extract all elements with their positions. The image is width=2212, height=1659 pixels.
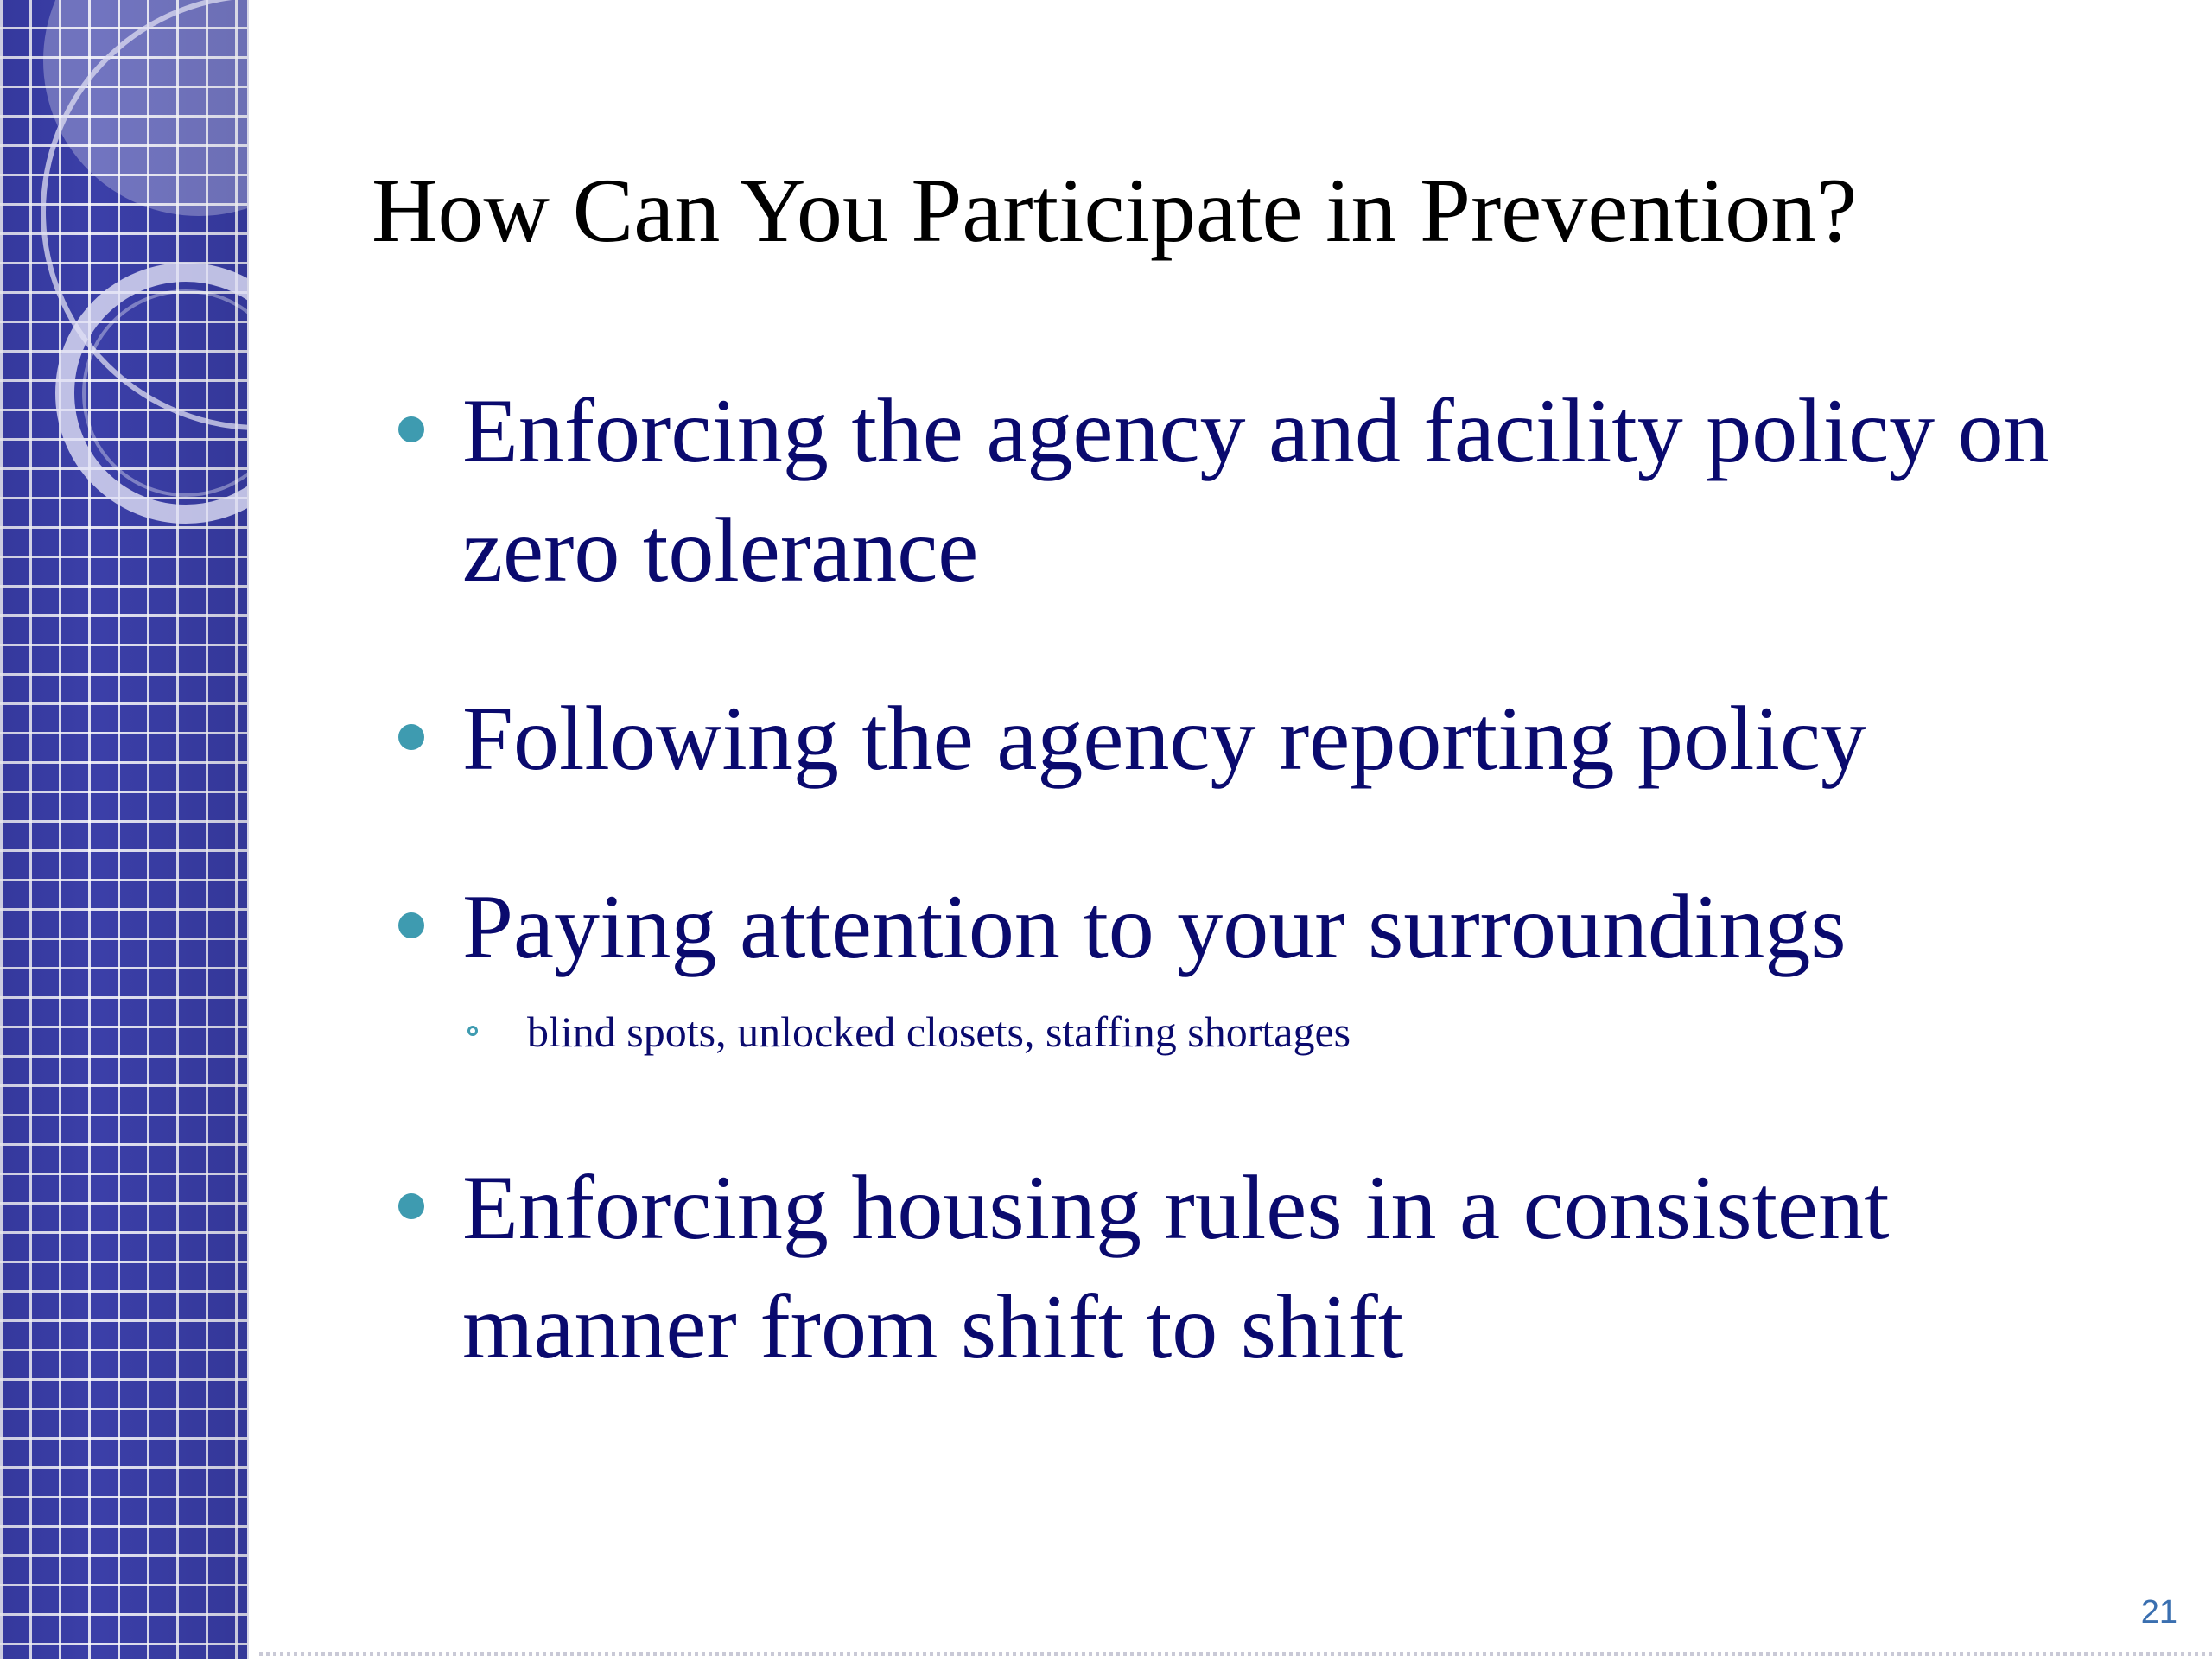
bullet-item-zero-tolerance [393,372,2130,610]
slide-number: 21 [2140,1594,2177,1630]
bullet-dot-icon [398,724,424,750]
bullet-item-housing-rules [393,1148,2130,1387]
sub-bullet-ring-icon [467,1026,478,1036]
footer-divider [259,1652,2212,1656]
bullet-text: Paying attention to your surroundings [462,876,1847,977]
bullet-dot-icon [398,912,424,938]
bullet-dot-icon [398,1193,424,1219]
sub-bullet-text: blind spots, unlocked closets, staffing shortages [527,1007,1351,1056]
bullet-item-surroundings [393,868,2130,987]
bullet-text: Following the agency reporting policy [462,688,1866,789]
bullet-dot-icon [398,416,424,442]
bullet-item-reporting-policy [393,679,2130,798]
decorative-rings-icon [0,0,249,605]
sub-bullet-item-surroundings-examples [393,997,2130,1066]
slide-title: How Can You Participate in Prevention? [372,160,1858,261]
bullet-list [393,372,2130,1456]
bullet-text: Enforcing housing rules in a consistent manner from shift to shift [462,1157,1890,1377]
decorative-grid-sidebar [0,0,249,1659]
bullet-text: Enforcing the agency and facility policy on zero tolerance [462,380,2050,601]
